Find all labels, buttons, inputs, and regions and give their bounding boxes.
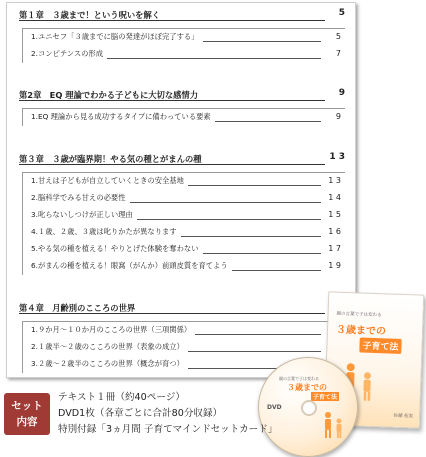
section-title: 2.脳科学でみる甘えの必要性 [31,193,130,203]
set-item-dvd: DVD1枚（各章ごとに合計80分収録） [58,408,223,419]
chapter-title: 第１章 ３歳まで！という呪いを解く [19,10,164,20]
section-title: 3.２歳～２歳半のこころの世界（概念が育つ） [31,359,188,369]
section-page: 1 5 [328,210,341,219]
section-row [23,339,345,356]
section-page: 5 [335,32,341,41]
section-title: 2.コンピテンスの形成 [31,49,107,59]
section-title: 1.ユニセフ「３歳までに脳の発達がほぼ完了する」 [31,32,203,42]
dvd-tagline: 親の言葉で子は変わる [279,376,319,381]
section-row [23,46,345,63]
section-title: 5.やる気の種を植える！やりとげた体験を奪わない [31,244,203,254]
badge-line-1: セット [11,400,43,412]
book-tagline: 親の言葉で子は変わる [336,311,382,319]
section-title: 2.１歳半～２歳のこころの世界（表象の成立） [31,342,188,352]
table-of-contents [6,2,356,378]
section-page: 1 4 [328,193,341,202]
dvd-title-highlight: 子育て法 [313,394,338,401]
section-page: 1 7 [328,244,341,253]
section-row [23,109,345,126]
dvd-title: ３歳までの [287,383,327,392]
section-title: 3.叱らないしつけが正しい理由 [31,210,137,220]
section-row [23,190,345,207]
section-title: 4.１歳、２歳、３歳は叱りかたが異なります [31,227,181,237]
section-page: 7 [335,49,341,58]
section-list [22,172,345,275]
chapter-heading [19,153,345,167]
chapter-heading [19,89,345,103]
disc-hole [301,400,317,416]
section-list [22,28,345,63]
section-row [23,29,345,46]
chapter-title: 第2章 EQ 理論でわかる子どもに大切な感情力 [19,90,202,100]
set-item-text: テキスト１冊（約40ページ） [58,392,185,403]
chapter-heading [19,9,345,23]
book-author: 佐藤 拓実 [393,413,414,420]
section-row [23,224,345,241]
section-title: 6.がまんの種を植える！眼窩（がんか）前頭皮質を育てよう [31,261,232,271]
chapter-page: 1 3 [329,152,345,162]
section-row [23,258,345,275]
section-page: 1 9 [328,261,341,270]
set-contents-badge [4,393,50,435]
section-page: 1 3 [328,176,341,185]
section-page: 1 6 [328,227,341,236]
section-row [23,241,345,258]
chapter-title: 第３章 ３歳が臨界期！やる気の種とがまんの種 [19,154,206,164]
book-title-highlight: 子育て法 [359,337,402,353]
section-row [23,322,345,339]
chapter-page: 5 [338,8,345,18]
set-contents-list [58,390,277,438]
chapter-title: 第４章 月齢別のこころの世界 [19,303,139,313]
section-list [22,108,345,126]
chapter-heading [19,302,345,316]
chapter-page: 9 [338,88,345,98]
section-title: 1.甘えは子どもが自立していくときの安全基地 [31,176,188,186]
badge-line-2: 内容 [16,416,38,428]
section-title: 1.９か月～１０か月のこころの世界（三項関係） [31,325,195,335]
section-row [23,173,345,190]
dvd-logo: DVD [267,404,282,411]
section-page: 9 [335,112,341,121]
family-illustration-icon [321,410,347,440]
section-title: 1.EQ 理論から見る成功するタイプに備わっている要素 [31,112,215,122]
section-row [23,207,345,224]
book-title: ３歳までの [335,324,387,338]
set-item-bonus: 特別付録「3ヵ月間 子育てマインドセットカード」 [58,424,278,435]
